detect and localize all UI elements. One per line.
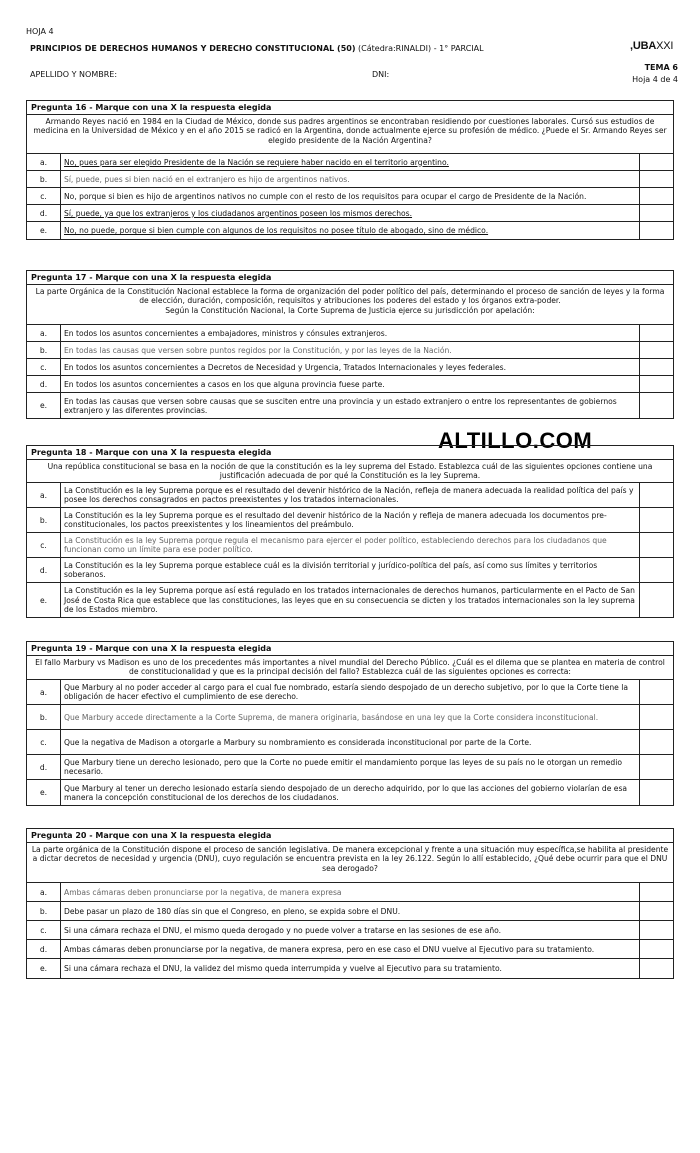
- option-row: [27, 325, 673, 342]
- option-row: [27, 205, 673, 222]
- answer-box[interactable]: [640, 921, 673, 939]
- question-title: Pregunta 20 - Marque con una X la respuesta elegida: [27, 829, 673, 843]
- option-row: [27, 583, 673, 617]
- option-text: En todas las causas que versen sobre puntos regidos por la Constitución, y por las leyes de la Nación.: [61, 342, 640, 358]
- answer-box[interactable]: [640, 154, 673, 170]
- answer-box[interactable]: [640, 959, 673, 978]
- question-stem: [27, 460, 673, 483]
- option-row: [27, 680, 673, 705]
- answer-box[interactable]: [640, 171, 673, 187]
- option-text: Que Marbury tiene un derecho lesionado, pero que la Corte no puede emitir el mandamiento porque las leyes de su país no le otorgan un remedio necesario.: [61, 755, 640, 779]
- option-text: Ambas cámaras deben pronunciarse por la negativa, de manera expresa: [61, 883, 640, 901]
- option-letter: d.: [27, 940, 61, 958]
- stem-line: La parte orgánica de la Constitución dispone el proceso de sanción legislativa. De manera excepcional y frente a una situación muy específica,se habilita al presidente a dictar decretos de necesidad y urgencia (DNU), cuyo regulación se encuentra prevista en la ley 26.122. Según lo allí establecido, ¿Qué debe ocurrir para que el DNU sea derogado?: [31, 845, 669, 873]
- option-text-content: No, no puede, porque si bien cumple con algunos de los requisitos no posee título de abogado, sino de médico.: [64, 226, 489, 236]
- option-text: En todos los asuntos concernientes a casos en los que alguna provincia fuese parte.: [61, 376, 640, 392]
- option-text-content: No, pues para ser elegido Presidente de la Nación se requiere haber nacido en el territorio argentino.: [64, 157, 449, 167]
- answer-box[interactable]: [640, 780, 673, 805]
- option-text: Si una cámara rechaza el DNU, el mismo queda derogado y no puede volver a tratarse en las sesiones de ese año.: [61, 921, 640, 939]
- answer-box[interactable]: [640, 883, 673, 901]
- answer-box[interactable]: [640, 583, 673, 617]
- page-indicator: Hoja 4 de 4: [632, 75, 678, 84]
- option-text: Debe pasar un plazo de 180 días sin que el Congreso, en pleno, se expida sobre el DNU.: [61, 902, 640, 920]
- option-letter: e.: [27, 393, 61, 418]
- watermark-altillo: ALTILLO.COM: [438, 428, 593, 453]
- option-letter: e.: [27, 222, 61, 239]
- answer-box[interactable]: [640, 558, 673, 582]
- option-text: La Constitución es la ley Suprema porque así está regulado en los tratados internacionales de derechos humanos, particularmente en el Pacto de San José de Costa Rica que establece que las constituciones, las leyes que en su consecuencia se dicten y los tratados internacionales son la ley suprema de los Estados miembro.: [61, 583, 640, 617]
- answer-box[interactable]: [640, 508, 673, 532]
- option-text: Que Marbury al no poder acceder al cargo para el cual fue nombrado, estaría siendo despojado de un derecho subjetivo, por lo que la Corte tiene la obligación de hacer efectivo el cumplimiento de ese derecho.: [61, 680, 640, 704]
- option-row: [27, 533, 673, 558]
- option-letter: c.: [27, 188, 61, 204]
- answer-box[interactable]: [640, 376, 673, 392]
- option-row: [27, 508, 673, 533]
- option-row: [27, 171, 673, 188]
- answer-box[interactable]: [640, 188, 673, 204]
- option-row: [27, 393, 673, 418]
- option-row: [27, 558, 673, 583]
- option-letter: b.: [27, 705, 61, 729]
- option-letter: a.: [27, 154, 61, 170]
- option-letter: c.: [27, 730, 61, 754]
- course-detail: (Cátedra:RINALDI) - 1° PARCIAL: [358, 44, 484, 53]
- question-stem: [27, 843, 673, 883]
- stem-line: La parte Orgánica de la Constitución Nacional establece la forma de organización del poder político del país, determinando el proceso de sanción de leyes y la forma de elección, duración, composición, requisitos y atribuciones los poderes del estado y los órganos extra-poder.: [35, 287, 665, 306]
- question-16: [26, 100, 674, 240]
- option-text: La Constitución es la ley Suprema porque regula el mecanismo para ejercer el poder político, estableciendo derechos para los ciudadanos que funcionan como un límite para ese poder político.: [61, 533, 640, 557]
- question-19: [26, 641, 674, 806]
- uba-xxi-logo: [630, 40, 673, 52]
- option-text: Sí, puede, pues si bien nació en el extranjero es hijo de argentinos nativos.: [61, 171, 640, 187]
- option-row: [27, 359, 673, 376]
- option-row: [27, 959, 673, 978]
- option-text-content: Sí, puede, ya que los extranjeros y los ciudadanos argentinos poseen los mismos derechos.: [64, 208, 413, 218]
- question-title: Pregunta 18 - Marque con una X la respuesta elegida: [27, 446, 673, 460]
- option-letter: d.: [27, 205, 61, 221]
- option-row: [27, 188, 673, 205]
- question-stem: [27, 656, 673, 680]
- option-row: [27, 921, 673, 940]
- logo-suffix: XXI: [656, 40, 674, 52]
- option-row: [27, 705, 673, 730]
- option-letter: a.: [27, 680, 61, 704]
- tema-label: TEMA 6: [644, 63, 678, 72]
- name-label: APELLIDO Y NOMBRE:: [30, 70, 118, 79]
- option-letter: a.: [27, 325, 61, 341]
- answer-box[interactable]: [640, 359, 673, 375]
- option-row: [27, 902, 673, 921]
- option-row: [27, 940, 673, 959]
- option-text: [61, 154, 640, 170]
- question-title: Pregunta 16 - Marque con una X la respuesta elegida: [27, 101, 673, 115]
- option-letter: c.: [27, 921, 61, 939]
- sheet-label: HOJA 4: [26, 27, 54, 36]
- answer-box[interactable]: [640, 902, 673, 920]
- option-letter: b.: [27, 342, 61, 358]
- course-title-line: [30, 44, 484, 54]
- option-letter: e.: [27, 583, 61, 617]
- stem-line: Según la Constitución Nacional, la Corte Suprema de Justicia ejerce su jurisdicción por apelación:: [165, 305, 535, 315]
- option-row: [27, 730, 673, 755]
- answer-box[interactable]: [640, 533, 673, 557]
- option-text: Si una cámara rechaza el DNU, la validez del mismo queda interrumpida y vuelve al Ejecutivo para su tratamiento.: [61, 959, 640, 978]
- option-letter: d.: [27, 755, 61, 779]
- answer-box[interactable]: [640, 205, 673, 221]
- logo-comma: ,: [630, 40, 633, 52]
- option-text: Ambas cámaras deben pronunciarse por la negativa, de manera expresa, pero en ese caso el DNU vuelve al Ejecutivo para su tratamiento.: [61, 940, 640, 958]
- course-title: PRINCIPIOS DE DERECHOS HUMANOS Y DERECHO CONSTITUCIONAL (50): [30, 44, 356, 53]
- option-row: [27, 342, 673, 359]
- answer-box[interactable]: [640, 393, 673, 418]
- stem-line: Armando Reyes nació en 1984 en la Ciudad de México, donde sus padres argentinos se encontraban residiendo por cuestiones laborales. Cursó sus estudios de medicina en la Universidad de México y en el año 2015 se radicó en la Argentina, donde actualmente ejerce su profesión de médico. ¿Puede el Sr. Armando Reyes ser elegido presidente de la Nación Argentina?: [33, 117, 667, 145]
- option-text: [61, 205, 640, 221]
- option-row: [27, 755, 673, 780]
- answer-box[interactable]: [640, 680, 673, 704]
- option-letter: b.: [27, 508, 61, 532]
- answer-box[interactable]: [640, 342, 673, 358]
- option-letter: e.: [27, 780, 61, 805]
- answer-box[interactable]: [640, 730, 673, 754]
- option-letter: a.: [27, 483, 61, 507]
- question-18: [26, 445, 674, 618]
- option-row: [27, 154, 673, 171]
- option-text: En todos los asuntos concernientes a embajadores, ministros y cónsules extranjeros.: [61, 325, 640, 341]
- answer-box[interactable]: [640, 755, 673, 779]
- question-stem: [27, 285, 673, 325]
- option-text: En todas las causas que versen sobre causas que se susciten entre una provincia y un estado extranjero o entre los representantes de gobiernos extranjero y las diferentes provincias.: [61, 393, 640, 418]
- answer-box[interactable]: [640, 940, 673, 958]
- option-letter: c.: [27, 533, 61, 557]
- question-title: Pregunta 19 - Marque con una X la respuesta elegida: [27, 642, 673, 656]
- question-title: Pregunta 17 - Marque con una X la respuesta elegida: [27, 271, 673, 285]
- option-letter: b.: [27, 902, 61, 920]
- stem-line: Una república constitucional se basa en la noción de que la constitución es la ley suprema del Estado. Establezca cuál de las siguientes opciones contiene una justificación adecuada de por qué la Constitución es la ley Suprema.: [47, 462, 653, 481]
- option-row: [27, 222, 673, 239]
- option-text: Que Marbury al tener un derecho lesionado estaría siendo despojado de un derecho adquirido, por lo que las acciones del gobierno violarían de esa manera la concepción constitucional de los derechos de los ciudadanos.: [61, 780, 640, 805]
- option-row: [27, 780, 673, 805]
- option-text: La Constitución es la ley Suprema porque es el resultado del devenir histórico de la Nación y refleja de manera adecuada los documentos pre-constitucionales, los pactos preexistentes y los lineamientos del preámbulo.: [61, 508, 640, 532]
- answer-box[interactable]: [640, 483, 673, 507]
- stem-line: El fallo Marbury vs Madison es uno de los precedentes más importantes a nivel mundial del Derecho Público. ¿Cuál es el dilema que se plantea en materia de control de constitucionalidad y que es la principal decisión del fallo? Establezca cuál de las siguientes opciones es correcta:: [35, 658, 665, 677]
- option-letter: a.: [27, 883, 61, 901]
- option-letter: d.: [27, 558, 61, 582]
- option-text: No, porque si bien es hijo de argentinos nativos no cumple con el resto de los requisitos para ocupar el cargo de Presidente de la Nación.: [61, 188, 640, 204]
- option-letter: e.: [27, 959, 61, 978]
- option-text: En todos los asuntos concernientes a Decretos de Necesidad y Urgencia, Tratados Internacionales y leyes federales.: [61, 359, 640, 375]
- answer-box[interactable]: [640, 705, 673, 729]
- option-text: Que la negativa de Madison a otorgarle a Marbury su nombramiento es considerada inconstitucional por parte de la Corte.: [61, 730, 640, 754]
- option-letter: c.: [27, 359, 61, 375]
- option-text: Que Marbury accede directamente a la Corte Suprema, de manera originaria, basándose en una ley que la Corte considera inconstitucional.: [61, 705, 640, 729]
- question-20: [26, 828, 674, 979]
- answer-box[interactable]: [640, 222, 673, 239]
- logo-main: UBA: [632, 40, 657, 52]
- question-17: [26, 270, 674, 419]
- question-stem: [27, 115, 673, 154]
- option-row: [27, 376, 673, 393]
- option-text: La Constitución es la ley Suprema porque es el resultado del devenir histórico de la Nación, refleja de manera adecuada la realidad política del país y posee los derechos consagrados en pactos preexistentes y los tratados internacionales.: [61, 483, 640, 507]
- dni-label: DNI:: [372, 70, 390, 79]
- option-letter: d.: [27, 376, 61, 392]
- option-text: [61, 222, 640, 239]
- option-text: La Constitución es la ley Suprema porque establece cuál es la división territorial y jurídico-política del país, así como sus límites y territorios soberanos.: [61, 558, 640, 582]
- answer-box[interactable]: [640, 325, 673, 341]
- option-letter: b.: [27, 171, 61, 187]
- option-row: [27, 483, 673, 508]
- option-row: [27, 883, 673, 902]
